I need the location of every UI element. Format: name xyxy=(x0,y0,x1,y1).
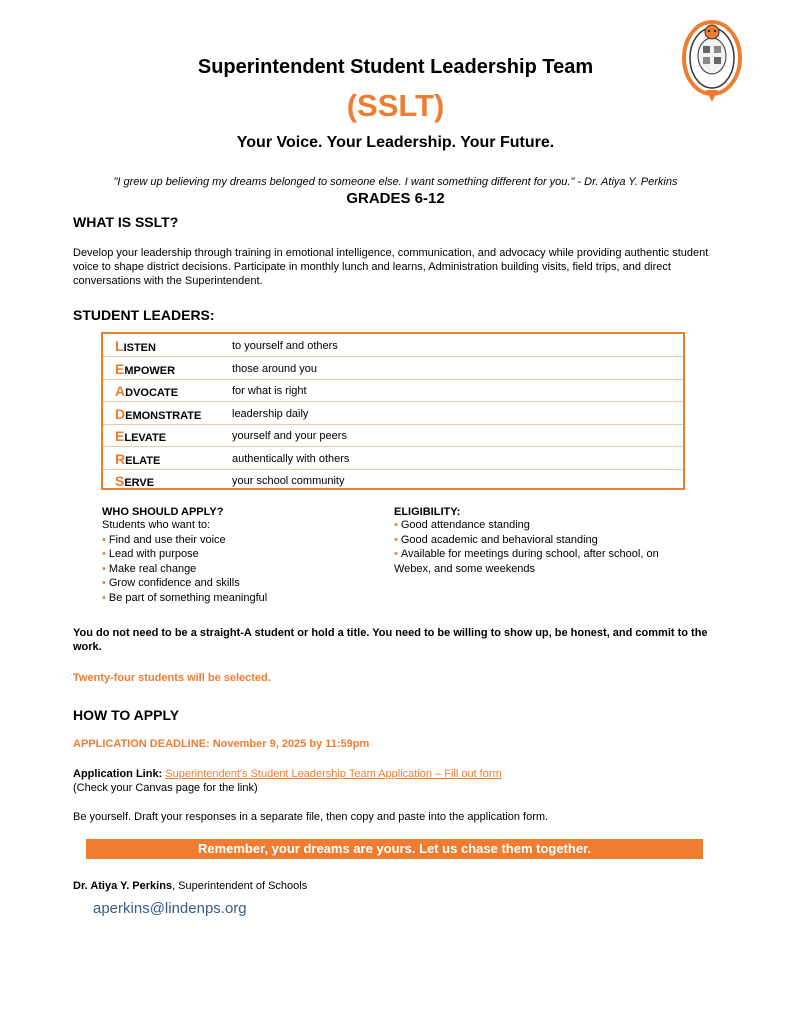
leader-word: RELATE xyxy=(115,450,161,467)
canvas-note: (Check your Canvas page for the link) xyxy=(73,782,258,794)
email-link[interactable]: aperkins@lindenps.org xyxy=(93,900,247,917)
eligibility-heading: ELIGIBILITY: xyxy=(394,506,461,518)
list-item: • Grow confidence and skills xyxy=(102,577,240,590)
leader-word: DEMONSTRATE xyxy=(115,405,202,422)
list-item: • Available for meetings during school, after school, on xyxy=(394,548,659,561)
leader-row xyxy=(103,402,683,425)
link-label: Application Link: xyxy=(73,768,163,780)
advice: Be yourself. Draft your responses in a separate file, then copy and paste into the application form. xyxy=(73,811,549,823)
who-should-apply xyxy=(102,506,267,606)
list-item: • Lead with purpose xyxy=(102,548,199,561)
application-link-line xyxy=(73,767,713,781)
leader-desc: leadership daily xyxy=(232,407,309,420)
leader-desc: authentically with others xyxy=(232,452,350,465)
leader-row xyxy=(103,357,683,380)
signature-title: , Superintendent of Schools xyxy=(172,880,308,892)
leader-word: ELEVATE xyxy=(115,428,167,444)
leader-row xyxy=(103,379,683,402)
leader-word: ADVOCATE xyxy=(115,383,179,399)
who-intro: Students who want to: xyxy=(102,519,211,531)
student-leaders-heading: STUDENT LEADERS: xyxy=(73,307,215,323)
what-is-heading: WHAT IS SSLT? xyxy=(73,214,179,230)
who-heading: WHO SHOULD APPLY? xyxy=(102,506,224,518)
student-leaders-table xyxy=(101,332,685,490)
deadline: APPLICATION DEADLINE: November 9, 2025 by 11:59pm xyxy=(73,738,370,750)
leader-desc: to yourself and others xyxy=(232,340,338,352)
list-item: • Find and use their voice xyxy=(102,533,226,546)
what-is-body: Develop your leadership through training in emotional intelligence, communication, and advocacy while providing authentic student voice to shape district decisions. Participate in monthly lunch and learns, Administration building visits, field trips, and direct conversations with the Superintendent. xyxy=(73,247,709,287)
selected-note: Twenty-four students will be selected. xyxy=(73,672,271,684)
leader-row xyxy=(103,447,683,470)
list-item: • Be part of something meaningful xyxy=(102,591,268,604)
leader-word: LISTEN xyxy=(115,338,156,354)
leader-desc: those around you xyxy=(232,362,318,375)
list-item-continued: Webex, and some weekends xyxy=(394,562,536,575)
leader-desc: your school community xyxy=(232,475,345,487)
list-item: • Make real change xyxy=(102,562,197,575)
list-item: • Good academic and behavioral standing xyxy=(394,533,598,546)
leader-row xyxy=(103,424,683,447)
leader-desc: for what is right xyxy=(232,385,307,397)
leader-desc: yourself and your peers xyxy=(232,430,347,442)
note: You do not need to be a straight-A student or hold a title. You need to be willing to show up, be honest, and commit to the work. xyxy=(73,627,708,653)
list-item: • Good attendance standing xyxy=(394,519,530,531)
application-link[interactable]: Superintendent's Student Leadership Team Application – Fill out form xyxy=(165,768,502,780)
signature xyxy=(73,879,713,893)
leader-word: SERVE xyxy=(115,473,155,489)
motto-banner: Remember, your dreams are yours. Let us chase them together. xyxy=(86,839,703,859)
how-to-apply-heading: HOW TO APPLY xyxy=(73,707,180,723)
page-acronym: (SSLT) xyxy=(346,88,445,123)
signature-name: Dr. Atiya Y. Perkins xyxy=(73,880,173,892)
quote: "I grew up believing my dreams belonged to someone else. I want something different for you." - Dr. Atiya Y. Perkins xyxy=(113,176,678,188)
leader-row xyxy=(103,469,683,491)
grades: GRADES 6-12 xyxy=(346,190,445,207)
tagline: Your Voice. Your Leadership. Your Future. xyxy=(236,134,555,151)
eligibility xyxy=(394,506,659,576)
leader-row xyxy=(103,334,683,357)
leader-word: EMPOWER xyxy=(115,360,176,377)
page-title: Superintendent Student Leadership Team xyxy=(197,56,594,78)
